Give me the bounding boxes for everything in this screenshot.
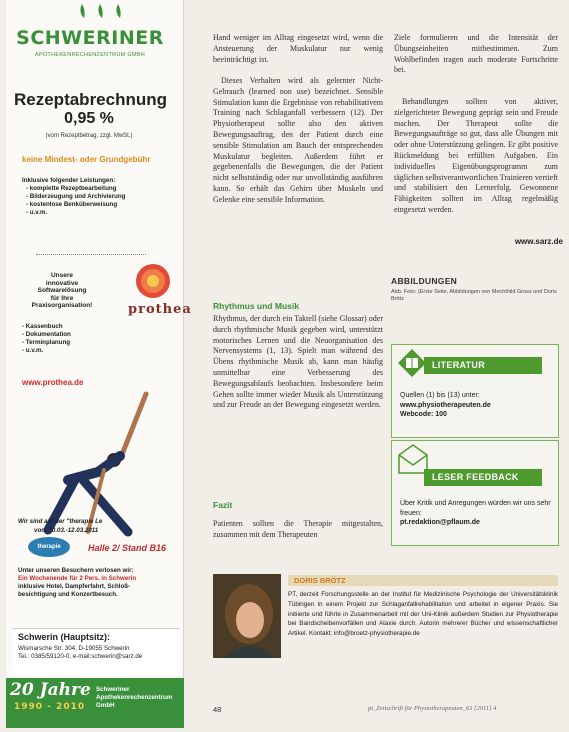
ad-url-prothea[interactable]: www.prothea.de xyxy=(22,378,84,387)
software-pitch xyxy=(22,272,102,310)
section-heading-fazit: Fazit xyxy=(213,500,233,510)
raffle-notice xyxy=(18,567,178,599)
ad-percent: 0,95 % xyxy=(64,110,114,127)
raffle-line: Ein Wochenende für 2 Pers. in Schwerin xyxy=(18,575,137,582)
feedback-box xyxy=(391,440,559,546)
prothea-flower-icon xyxy=(134,262,172,300)
ad-divider xyxy=(36,254,146,255)
feedback-content xyxy=(400,499,556,528)
prothea-logo: prothea xyxy=(128,302,192,317)
article-paragraph: Behandlungen sollten von aktiver, zielgerichteter Bewegung geprägt sein und Freude machen. Der Therapeut sollte die Bewegungsaufträge so gut, dass alle Übungen mit oder ohne Unterstützung gelingen. Er gibt positive Rückmeldung bei erfüllten Aufgaben. Ein individuelles Eigenübungsprogramm zum täglichen selbstverantwortlichen Trainieren vertieft und stabilisiert den Lernerfolg. Gewonnene Fähigkeiten sollten im Alltag regelmäßig eingesetzt werden. xyxy=(394,97,558,214)
ad-includes-heading: Inklusive folgender Leistungen: xyxy=(22,177,116,184)
anniversary-company: Schweriner Apothekenrechenzentrum GmbH xyxy=(96,686,173,709)
list-item: - Bilderzeugung und Archivierung xyxy=(26,193,126,200)
anniversary-years: 1990 - 2010 xyxy=(14,702,86,712)
software-pitch-line: Praxisorganisation! xyxy=(31,302,93,309)
figures-heading: ABBILDUNGEN xyxy=(391,276,458,286)
article-paragraph: Patienten sollten die Therapie mitgestalten, zusammen mit dem Therapeuten xyxy=(213,519,383,539)
software-pitch-line: Unsere xyxy=(50,272,74,279)
literature-content xyxy=(400,391,556,420)
software-pitch-line: innovative Softwarelösung xyxy=(37,279,87,294)
article-paragraph: Hand weniger im Alltag eingesetzt wird, wenn die Ansteuerung der Muskulatur nur wenig beeinträchtigt ist. xyxy=(213,33,383,64)
article-paragraph: Rhythmus, der durch ein Taktell (siehe Glossar) oder durch rhythmische Musik gegeben wird, unterstützt motorisches Lernen und die Neuorganisation des Nervensystems (1, 13). Spielt man während des Übens rhythmische Musik ab, kann man häufig unmittelbar eine Verbesserung des Bewegungsablaufs beobachten. Insbesondere beim Gehen sollte immer wieder Musik als Unterstützung und zur Freude an der Bewegung eingesetzt werden. xyxy=(213,314,383,410)
list-item: - Dokumentation xyxy=(22,331,71,338)
literature-tab: LITERATUR xyxy=(424,357,542,374)
ad-brand: SCHWERINER xyxy=(16,27,164,49)
author-name: DORIS BRÖTZ xyxy=(288,575,558,586)
hq-contact-line: Tel.: 0385/59120-0, e-mail:schwerin@sarz.de xyxy=(18,653,143,660)
article-paragraph: Ziele formulieren und die Intensität der Übungseinheiten mitbestimmen. Zum Wohlbefinden tragen auch moderate Fortschritte bei. xyxy=(394,33,558,75)
section-heading-rhythm: Rhythmus und Musik xyxy=(213,301,299,311)
ad-title: Rezeptabrechnung xyxy=(14,90,168,109)
fair-notice: Wir sind auf der "therapie Le xyxy=(18,518,103,525)
literature-box xyxy=(391,344,559,438)
list-item: - Kassenbuch xyxy=(22,323,63,330)
brand-leaf-icon xyxy=(70,2,130,20)
literature-intro: Quellen (1) bis (13) unter: xyxy=(400,392,480,399)
raffle-line: Unter unseren Besuchern verlosen wir: xyxy=(18,567,134,574)
author-photo xyxy=(213,574,281,658)
ad-url-sarz[interactable]: www.sarz.de xyxy=(514,237,563,246)
fair-dates: vom 10.03.-12.03.2011 xyxy=(34,527,99,534)
ad-no-fee: keine Mindest- oder Grundgebühr xyxy=(22,155,151,164)
article-paragraph: Dieses Verhalten wird als gelernter Nicht-Gebrauch (learned non use) bezeichnet. Sensible Stimulation kann die Ergebnisse von rehabilitativem Training nach Schlaganfall verbessern (12). Der Physiotherapeut sollte also den aktiven Bewegungsauftrag, den der Patient durch eine sensible Stimulation am Bauch der entsprechenden Muskulatur begleiten. Außerdem führt er gegebenenfalls die Bewegungen, die der Patient nicht selbstständig oder nur unvollständig ausführen kann. So erhält das Gehirn über Muskeln und Gelenke eine sensible Information. xyxy=(213,76,383,204)
hq-address-line: Wismarsche Str. 304, D-19055 Schwerin xyxy=(18,645,130,652)
software-features xyxy=(22,323,122,355)
literature-webcode: Webcode: 100 xyxy=(400,411,447,418)
page-number: 48 xyxy=(213,705,222,714)
software-pitch-line: für Ihre xyxy=(50,294,74,302)
ad-percent-note: (vom Rezeptbetrag, zzgl. MwSt.) xyxy=(45,133,133,139)
fair-booth: Halle 2/ Stand B16 xyxy=(88,543,167,553)
list-item: - u.v.m. xyxy=(26,209,48,216)
hq-address xyxy=(18,645,178,661)
running-footer: pt_Zeitschrift für Physiotherapeuten_63 [2011] 4 xyxy=(368,705,497,712)
feedback-tab: LESER FEEDBACK xyxy=(424,469,542,486)
figures-caption: Abb. Foto: (Erste Seite, Abbildungen von Mechthild Gross und Doris Brötz xyxy=(391,289,557,302)
raffle-line: inklusive Hotel, Dampferfahrt, Schloß- xyxy=(18,583,131,590)
list-item: - u.v.m. xyxy=(22,347,44,354)
anniversary-title: 20 Jahre xyxy=(10,680,91,700)
feedback-email-link[interactable]: pt.redaktion@pflaum.de xyxy=(400,519,480,526)
list-item: - komplette Rezeptbearbeitung xyxy=(26,185,117,192)
raffle-line: besichtigung und Konzertbesuch. xyxy=(18,591,118,598)
author-bio: PT, derzeit Forschungsstelle an der Institut für Medizinische Psychologie der Universitätsklinik Tübingen in einem Projekt zur Schlaganfallrehabilitation und arbeitet in eigener Praxis. Sie initiierte und führte in Zusammenarbeit mit der Uni-Klinik außerdem Studien zur Physiotherapie bei Bandscheibenvorfällen und Ataxie durch. Autorin mehrerer Bücher und wissenschaftlicher Artikel. Kontakt: info@broetz-physiotherapie.de xyxy=(288,591,558,638)
hq-title: Schwerin (Hauptsitz): xyxy=(18,632,111,642)
list-item: - kostenlose Benküberweisung xyxy=(26,201,118,208)
ad-brand-sub: APOTHEKENRECHENZENTRUM GMBH xyxy=(34,52,146,58)
literature-link[interactable]: www.physiotherapeuten.de xyxy=(400,401,491,409)
feedback-intro: Über Kritik und Anregungen würden wir uns sehr freuen: xyxy=(400,500,551,517)
therapie-fair-badge: therapie xyxy=(28,537,70,557)
list-item: - Terminplanung xyxy=(22,339,71,346)
ad-includes-list xyxy=(22,177,172,217)
